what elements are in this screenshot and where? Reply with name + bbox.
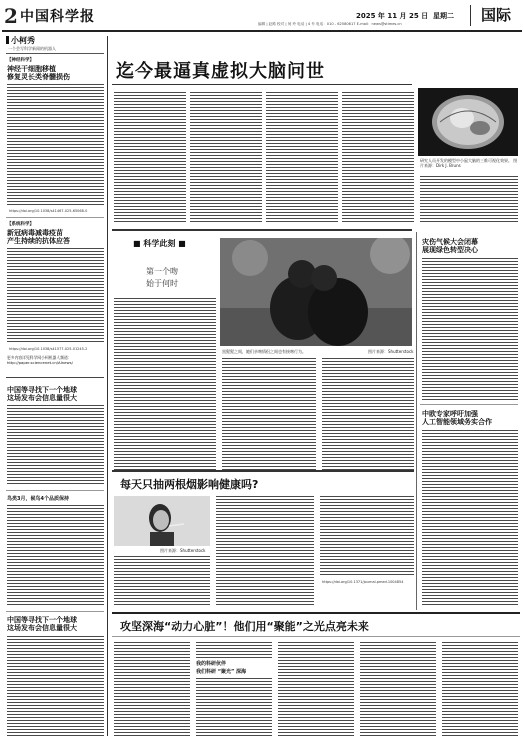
- smoking-body: [216, 496, 314, 606]
- feature-body: [322, 358, 414, 470]
- feature-body: [222, 358, 316, 470]
- feature-subtitle: 第一个吻: [146, 267, 178, 276]
- divider: [6, 611, 104, 612]
- page-header: [0, 0, 524, 30]
- lead-body-col2: [190, 92, 262, 224]
- page-number: 2: [4, 4, 18, 28]
- section-label: 国际: [470, 5, 521, 26]
- divider: [112, 229, 412, 231]
- sidebar-item-title: 神经干细胞移植: [7, 65, 56, 73]
- chimpanzee-credit: 图片来源：Shutterstock: [368, 349, 414, 354]
- story-title: 中欧专家呼吁加强: [422, 410, 478, 418]
- smoker-image: [114, 496, 210, 546]
- bottom-subhead: 我的科研伙伴: [196, 661, 227, 667]
- story-body: [422, 258, 518, 400]
- smoking-body: [320, 496, 414, 576]
- story-title: 展现绿色转型决心: [422, 246, 478, 254]
- sidebar-item-tag: 【神经科学】: [7, 58, 34, 63]
- sidebar-note: 更多内容详见科学网小柯机器人频道：http://paper.sciencenet.cn/AInews/: [7, 355, 73, 365]
- feature-subtitle: 始于何时: [146, 279, 178, 288]
- divider: [112, 636, 520, 637]
- divider: [112, 84, 412, 85]
- story-title: 灾伤气候大会闭幕: [422, 238, 478, 246]
- sidebar-item-body: [7, 84, 104, 206]
- bottom-body: [196, 642, 272, 658]
- story-body: [422, 430, 518, 606]
- bottom-subhead: 我们科研 “聚光” 深海: [196, 669, 247, 675]
- story-title: 人工智能领域务实合作: [422, 418, 492, 426]
- divider: [112, 612, 520, 614]
- story-body: [7, 405, 104, 485]
- brain-caption: 研究人员开发的模型中小鼠大脑的三维可视化效果。 图片来源：Dirk J. Bruns: [420, 158, 518, 168]
- bottom-body: [278, 642, 354, 736]
- right-col-divider: [416, 232, 417, 610]
- feature-body: [114, 358, 216, 470]
- sidebar-divider: [107, 36, 108, 736]
- sidebar-item-body: [7, 248, 104, 344]
- brain-image: [418, 88, 518, 156]
- sidebar-item-title: 产生持续的抗体应答: [7, 237, 70, 245]
- lead-body-col4: [342, 92, 414, 224]
- story-title: 中国等寻找下一个地球: [7, 386, 77, 394]
- divider: [6, 377, 104, 378]
- sidebar-rule: [6, 53, 104, 54]
- editor-info: 编辑 | 赵路 校对 | 何 玲 电话 | 4 号 电话：010 - 62580617 E-mail：news@stimes.cn: [258, 22, 402, 26]
- story-body: [7, 505, 104, 605]
- bottom-headline: 攻坚深海“动力心脏”！他们用“聚能”之光点亮未来: [120, 620, 369, 633]
- story-title: 这场发布会信息量很大: [7, 624, 77, 632]
- bottom-body: [360, 642, 436, 736]
- lead-body-col3: [266, 92, 338, 224]
- chimpanzee-caption: 黑猩猩之间，她们亲吻情侣之间也有接吻行为。: [222, 349, 306, 354]
- story-title: 鸟类3月，候鸟4个品质保持: [7, 496, 69, 502]
- sidebar-item-title: 修复灵长类脊髓损伤: [7, 73, 70, 81]
- story-title: 这场发布会信息量很大: [7, 394, 77, 402]
- smoking-url[interactable]: https://doi.org/10.1371/journal.pmed.1004854: [322, 580, 404, 584]
- story-title: 中国等寻找下一个地球: [7, 616, 77, 624]
- bottom-body: [114, 642, 190, 736]
- divider: [6, 490, 104, 491]
- sidebar-item-title: 新冠病毒减毒疫苗: [7, 229, 63, 237]
- issue-date: 2025 年 11 月 25 日 星期二: [356, 12, 455, 20]
- bottom-body: [196, 678, 272, 736]
- sidebar-item-url[interactable]: https://doi.org/10.1038/s41577-025-01245-2: [9, 347, 88, 351]
- divider: [6, 217, 104, 218]
- column-sub: 一个会写科学新闻的机器人: [8, 46, 56, 51]
- sidebar-item-tag: 【系统科学】: [7, 222, 34, 227]
- smoking-body: [114, 556, 210, 606]
- lead-headline: 迄今最逼真虚拟大脑问世: [116, 61, 325, 82]
- lead-body-col5: [420, 176, 518, 224]
- column-name: 小柯秀: [6, 35, 35, 46]
- smoker-credit: 图片来源：Shutterstock: [160, 548, 206, 553]
- chimpanzee-image: [220, 238, 412, 346]
- smoking-headline: 每天只抽两根烟影响健康吗?: [120, 478, 259, 491]
- header-rule: [2, 30, 522, 32]
- story-body: [7, 636, 104, 736]
- feature-column: ■ 科学此刻 ■: [133, 239, 186, 248]
- divider: [112, 470, 414, 472]
- masthead-logo: 中国科学报: [20, 9, 95, 25]
- bottom-body: [442, 642, 518, 736]
- sidebar-item-url[interactable]: https://doi.org/10.1038/s41467-025-65068-0: [9, 209, 88, 213]
- lead-body-col1: [114, 92, 186, 224]
- divider: [420, 404, 518, 405]
